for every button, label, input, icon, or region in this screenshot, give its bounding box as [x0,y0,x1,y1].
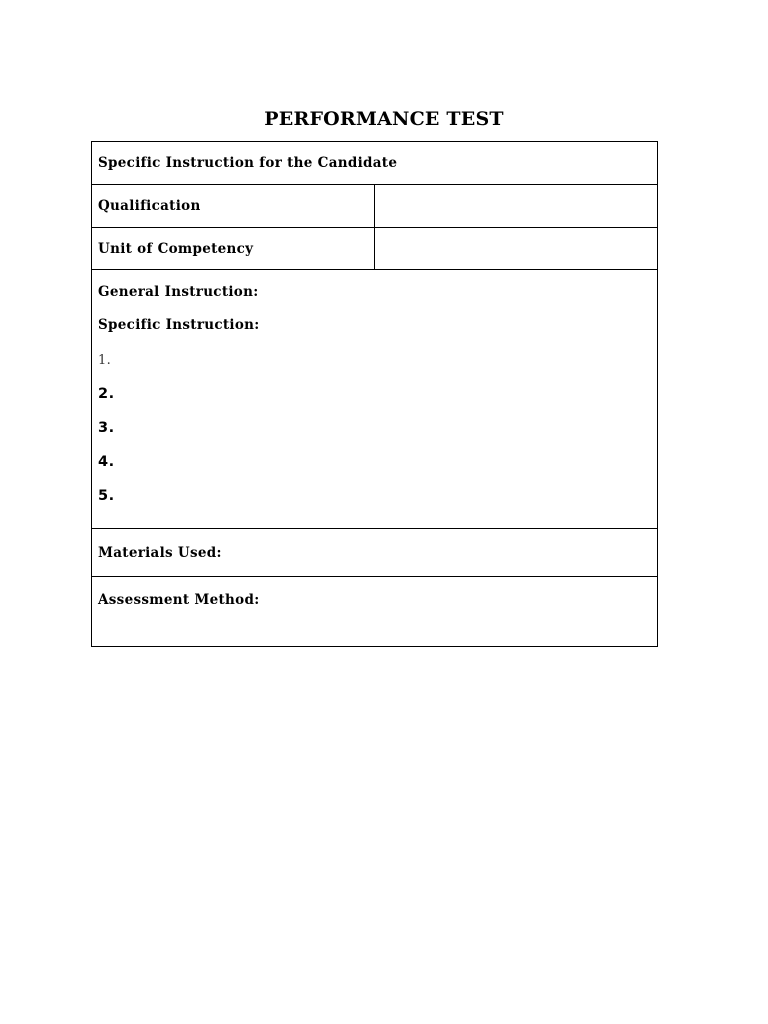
materials-used-row [92,529,658,577]
unit-of-competency-row [92,228,658,270]
qualification-label: Qualification [92,185,375,228]
general-instruction-label: General Instruction: [98,284,259,300]
step-number-5: 5. [98,488,115,504]
step-number-3: 3. [98,420,115,436]
step-number-1: 1. [98,353,112,368]
assessment-method-row [92,577,658,647]
unit-of-competency-value [375,228,658,270]
unit-of-competency-label: Unit of Competency [92,228,375,270]
qualification-value [375,185,658,228]
specific-instruction-header-row [92,142,658,185]
step-number-2: 2. [98,386,115,402]
instructions-row [92,270,658,529]
assessment-method-label: Assessment Method: [92,577,658,647]
materials-used-label: Materials Used: [92,529,658,577]
instructions-cell [92,270,658,529]
qualification-row [92,185,658,228]
specific-instruction-header: Specific Instruction for the Candidate [92,142,658,185]
page-title: PERFORMANCE TEST [264,108,504,130]
performance-test-form [91,141,658,647]
step-number-4: 4. [98,454,115,470]
specific-instruction-label: Specific Instruction: [98,317,260,333]
